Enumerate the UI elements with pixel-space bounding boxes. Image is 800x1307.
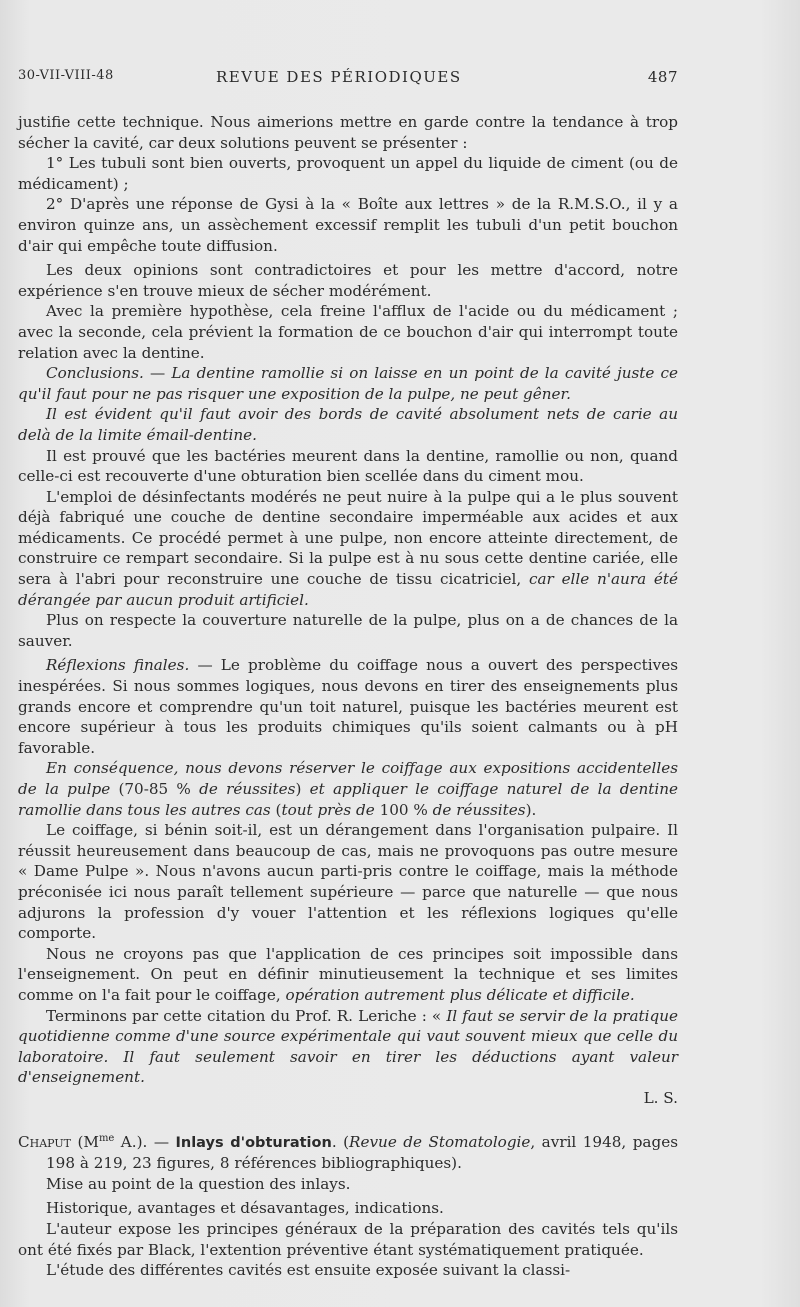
abstract-line: Historique, avantages et désavantages, indications. [46, 1199, 444, 1218]
paragraph [18, 944, 678, 1006]
stat-text: ( [275, 800, 282, 819]
paragraph: Les deux opinions sont contradictoires et pour les mettre d'accord, notre expérience s'en trouve mieux de sécher modérément. [18, 261, 678, 300]
conclusion-text: La dentine ramollie si on laisse en un point de la cavité juste ce qu'il faut pour ne pas risquer une exposition de la pulpe, ne peut gêner. [18, 364, 679, 403]
paragraph-emphasis: car elle n'aura été dérangée par aucun produit artificiel. [18, 570, 678, 609]
emphasis-text: En conséquence, nous devons réserver le coiffage aux expositions accidentelles de la pulpe [18, 759, 678, 798]
paragraph: Il est prouvé que les bactéries meurent dans la dentine, ramollie ou non, quand celle-ci est recouverte d'une obturation bien scellée dans du ciment mou. [18, 446, 678, 486]
paragraph-reflexions [18, 655, 678, 758]
abstract-line: L'auteur expose les principes généraux de la préparation des cavités tels qu'ils ont été fixés par Black, l'extention préventive étant systématiquement pratiquée. [18, 1219, 678, 1259]
paragraph: Plus on respecte la couverture naturelle de la pulpe, plus on a de chances de la sauver. [18, 611, 678, 650]
quote-text: Il faut se servir de la pratique quotidienne comme d'une source expérimentale qui vaut souvent mieux que celle du laboratoire. Il faut seulement savoir en tirer les déductions ayant valeur d'enseignement. [18, 1006, 678, 1087]
emphasis-text: de réussites [432, 800, 526, 819]
article-title: Inlays d'obturation [175, 1134, 332, 1151]
abstract-line: L'étude des différentes cavités est ensuite exposée suivant la classi- [46, 1261, 571, 1280]
paragraph: Avec la première hypothèse, cela freine l'afflux de l'acide ou du médicament ; avec la seconde, cela prévient la formation de ce bouchon d'air qui interrompt toute relation avec la dentine. [18, 302, 678, 362]
abstract-entry [18, 1129, 678, 1281]
author-given-sup: me [98, 1132, 115, 1144]
paragraph [18, 758, 678, 820]
stat-text: ) [295, 780, 310, 798]
paragraph: Il est évident qu'il faut avoir des bords de cavité absolument nets de carie au delà de la limite émail-dentine. [18, 405, 678, 444]
journal-name: Revue de Stomatologie [349, 1132, 531, 1151]
paragraph [18, 487, 678, 611]
paragraph-text: — Le problème du coiffage nous a ouvert des perspectives inespérées. Si nous sommes logiques, nous devons en tirer des enseignements plus grands encore et comprendre qu'un toit naturel, puisque les bactéries meurent est encore supérieur à tous les produits chimiques qu'ils soient calmants ou à pH favorable. [18, 656, 678, 757]
stat-text: ). [525, 800, 537, 819]
source-text: . ( [331, 1132, 350, 1151]
author-name: Chaput [18, 1132, 71, 1151]
paragraph-text: Nous ne croyons pas que l'application de ces principes soit impossible dans l'enseignement. On peut en définir minutieusement la technique et ses limites comme on l'a fait pour le coiffage, [18, 944, 678, 1004]
paragraph-text: L'emploi de désinfectants modérés ne peut nuire à la pulpe qui a le plus souvent déjà fabriqué une couche de dentine secondaire imperméable aux acides et aux médicaments. Ce procédé permet à une pulpe, non encore atteinte directement, de construire ce rempart secondaire. Si la pulpe est à nu sous cette dentine cariée, elle sera à l'abri pour reconstruire une couche de tissu cicatriciel, [18, 487, 678, 589]
paragraph-text: Terminons par cette citation du Prof. R. Leriche : « [46, 1006, 447, 1025]
stat-text: 100 % [379, 800, 433, 819]
emphasis-text: tout près de [281, 800, 380, 819]
emphasis-text: et appliquer le coiffage naturel de la dentine ramollie dans tous les autres cas [18, 780, 678, 819]
stat-text: (70-85 % [118, 780, 200, 798]
paragraph: 2° D'après une réponse de Gysi à la « Boîte aux lettres » de la R.M.S.O., il y a environ quinze ans, un assèchement excessif remplit les tubuli d'un petit bouchon d'air qui empêche toute diffusion. [18, 195, 678, 255]
paragraph-quote [18, 1006, 678, 1088]
running-header [18, 68, 678, 90]
emphasis-text: de réussites [199, 780, 296, 798]
paragraph: Le coiffage, si bénin soit-il, est un dérangement dans l'organisation pulpaire. Il réussit heureusement dans beaucoup de cas, mais ne provoquons pas outre mesure « Dame Pulpe ». Nous n'avons aucun parti-pris contre le coiffage, mais la méthode préconisée ici nous paraît tellement supérieure — parce que naturelle — que nous adjurons la profession d'y vouer l'attention et les réflexions logiques qu'elle comporte. [18, 821, 678, 943]
dash: — [143, 364, 172, 383]
author-given: (M [70, 1132, 99, 1151]
signature: L. S. [643, 1088, 678, 1107]
page-number: 487 [647, 68, 678, 86]
header-date: 30-VII-VIII-48 [18, 68, 114, 83]
source-text: , avril 1948, pages 198 à 219, 23 figures, 8 références bibliographiques). [46, 1132, 678, 1173]
article-body [18, 112, 678, 1281]
paragraph: 1° Les tubuli sont bien ouverts, provoquent un appel du liquide de ciment (ou de médicament) ; [18, 154, 678, 193]
author-given: A.). — [114, 1132, 176, 1151]
citation [18, 1129, 678, 1174]
section-label: Conclusions. [46, 364, 144, 383]
abstract-line: Mise au point de la question des inlays. [46, 1174, 351, 1193]
paragraph-conclusions [18, 363, 678, 404]
section-label: Réflexions finales. [46, 656, 190, 675]
header-title: REVUE DES PÉRIODIQUES [216, 68, 462, 86]
paragraph-emphasis: opération autrement plus délicate et difficile. [285, 985, 635, 1004]
paragraph: justifie cette technique. Nous aimerions mettre en garde contre la tendance à trop sécher la cavité, car deux solutions peuvent se présenter : [18, 113, 678, 152]
